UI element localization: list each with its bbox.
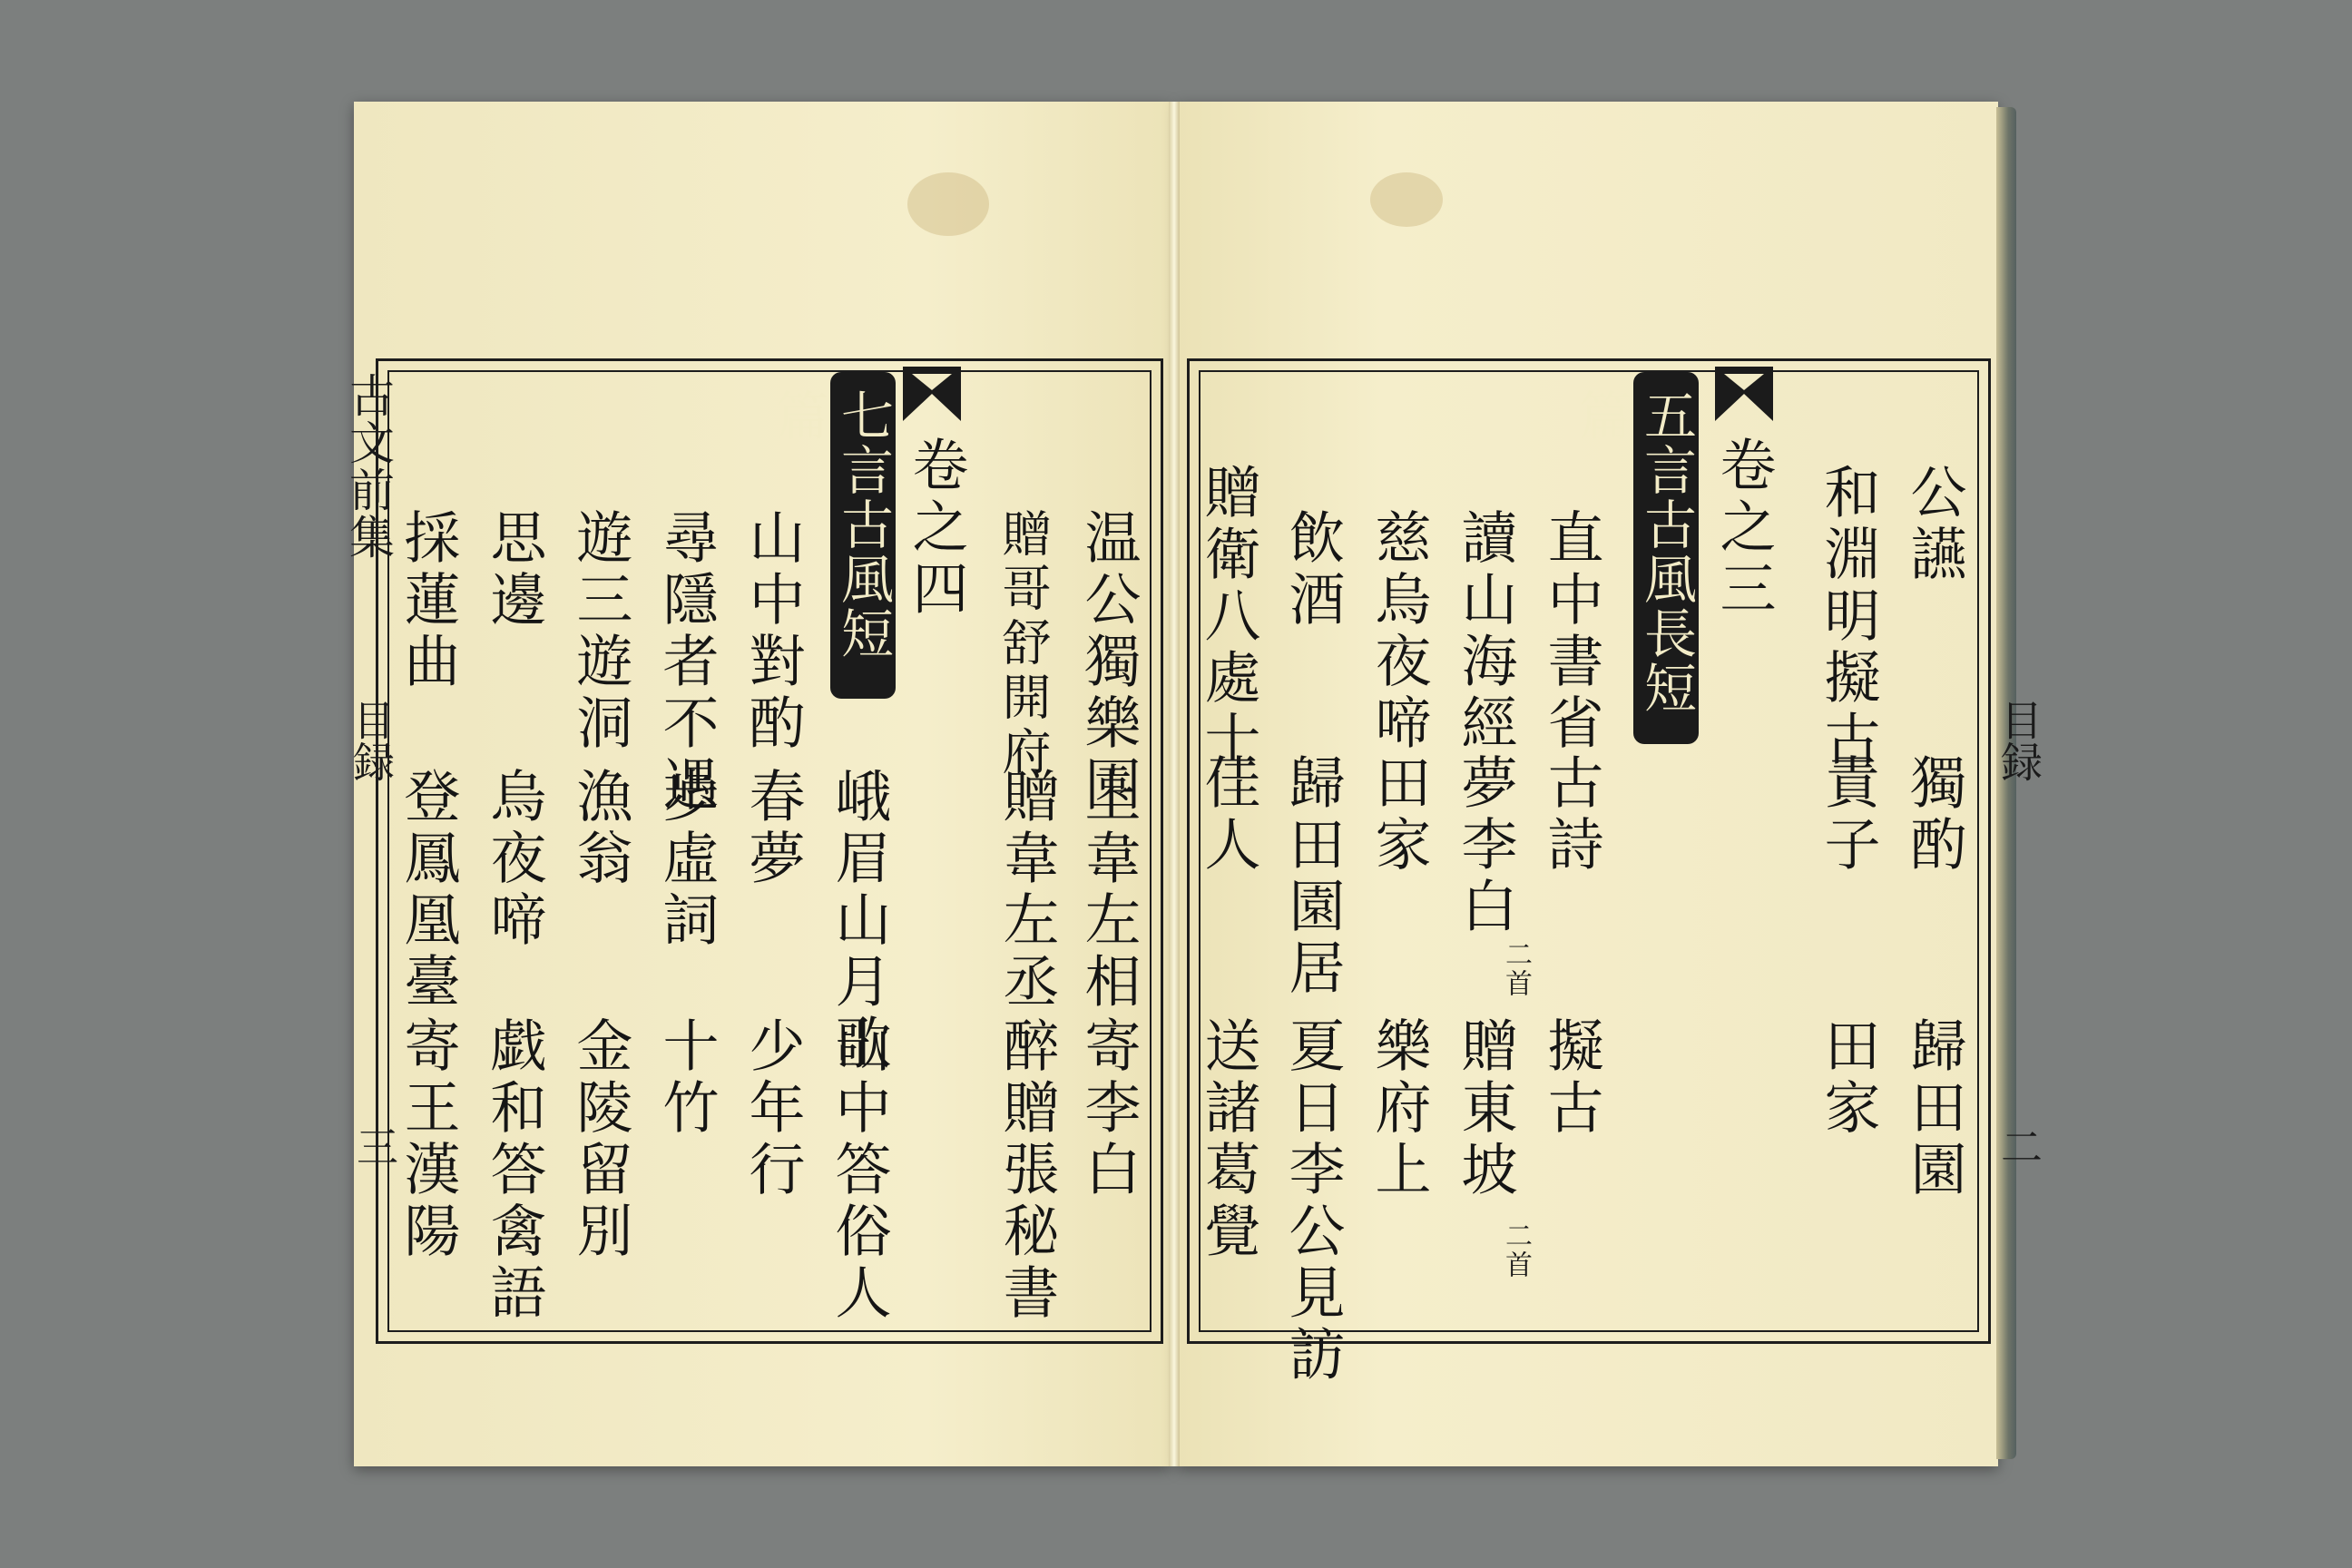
list-item: 贈哥舒開府 bbox=[995, 508, 1052, 780]
book-spine bbox=[1169, 102, 1180, 1466]
volume-label: 卷之三 bbox=[1710, 436, 1777, 621]
paper-stain bbox=[1370, 172, 1443, 227]
list-item: 擬古 bbox=[1538, 1016, 1604, 1140]
list-item: 山中對酌 bbox=[740, 508, 806, 755]
list-item: 漁翁 bbox=[567, 767, 633, 890]
list-item: 醉贈張秘書 bbox=[994, 1016, 1060, 1325]
list-item: 歩虛詞 bbox=[653, 767, 720, 952]
list-item: 樂府上 bbox=[1366, 1016, 1432, 1201]
list-item: 少年行 bbox=[740, 1016, 806, 1201]
list-item: 金陵留別 bbox=[567, 1016, 633, 1263]
list-item: 戯和答禽語 bbox=[481, 1016, 547, 1325]
fishtail-ornament bbox=[1715, 367, 1773, 421]
left-margin-number: 三 bbox=[350, 1125, 399, 1167]
list-item: 歸田園居 bbox=[1279, 753, 1346, 1000]
list-item: 責子 bbox=[1815, 753, 1881, 877]
list-item: 古詩 bbox=[1538, 753, 1604, 877]
list-item: 夢李白 bbox=[1452, 753, 1518, 938]
list-item: 歸田園 bbox=[1901, 1016, 1967, 1201]
list-item-with-note bbox=[1452, 753, 1518, 938]
list-item: 贈東坡 bbox=[1452, 1016, 1518, 1201]
list-item: 思邊 bbox=[481, 508, 547, 632]
volume-label: 卷之四 bbox=[903, 436, 969, 621]
list-item: 春夢 bbox=[740, 767, 806, 890]
list-item: 採蓮曲 bbox=[395, 508, 461, 693]
list-item: 贈衛八處士 bbox=[1195, 463, 1261, 771]
right-margin-section: 目録 bbox=[1994, 699, 2043, 782]
left-margin-section: 目録 bbox=[347, 699, 396, 782]
item-note: 二首 bbox=[1500, 1221, 1532, 1279]
paper-stain bbox=[907, 172, 989, 236]
list-item: 直中書省 bbox=[1538, 508, 1604, 755]
list-item: 夏日李公見訪 bbox=[1279, 1016, 1346, 1387]
list-item: 讀山海經 bbox=[1452, 508, 1518, 755]
left-margin-title: 古文前集 bbox=[342, 372, 395, 561]
section-banner: 五言古風長短篇 bbox=[1633, 372, 1699, 744]
list-item: 寄李白 bbox=[1075, 1016, 1142, 1201]
list-item: 尋隱者不遇 bbox=[653, 508, 720, 817]
list-item: 飲酒 bbox=[1279, 508, 1346, 632]
list-item: 山中答俗人 bbox=[826, 1016, 892, 1325]
list-item: 佳人 bbox=[1195, 753, 1261, 877]
item-note: 二首 bbox=[1500, 940, 1532, 998]
list-item: 寄王漢陽 bbox=[395, 1016, 461, 1263]
list-item: 十竹 bbox=[653, 1016, 720, 1140]
fishtail-ornament bbox=[903, 367, 961, 421]
right-margin-number: 二 bbox=[1994, 1125, 2043, 1167]
list-item: 上韋左相 bbox=[1075, 767, 1142, 1014]
list-item: 送諸葛覺 bbox=[1195, 1016, 1261, 1263]
list-item: 慈烏夜啼 bbox=[1366, 508, 1432, 755]
list-item: 烏夜啼 bbox=[481, 767, 547, 952]
section-banner: 七言古風短篇 bbox=[830, 372, 896, 699]
list-item: 和淵明擬古 bbox=[1815, 463, 1881, 771]
list-item: 峨眉山月歌 bbox=[826, 767, 892, 1075]
list-item: 遊三遊洞 bbox=[567, 508, 633, 755]
list-item: 温公獨樂園 bbox=[1075, 508, 1142, 817]
list-item: 田家 bbox=[1815, 1016, 1881, 1140]
list-item: 贈韋左丞 bbox=[994, 767, 1060, 1014]
list-item: 獨酌 bbox=[1901, 753, 1967, 877]
list-item: 公讌 bbox=[1901, 463, 1967, 586]
list-item: 田家 bbox=[1366, 753, 1432, 877]
list-item: 登鳳凰臺 bbox=[395, 767, 461, 1014]
book-edge bbox=[1996, 107, 2016, 1459]
